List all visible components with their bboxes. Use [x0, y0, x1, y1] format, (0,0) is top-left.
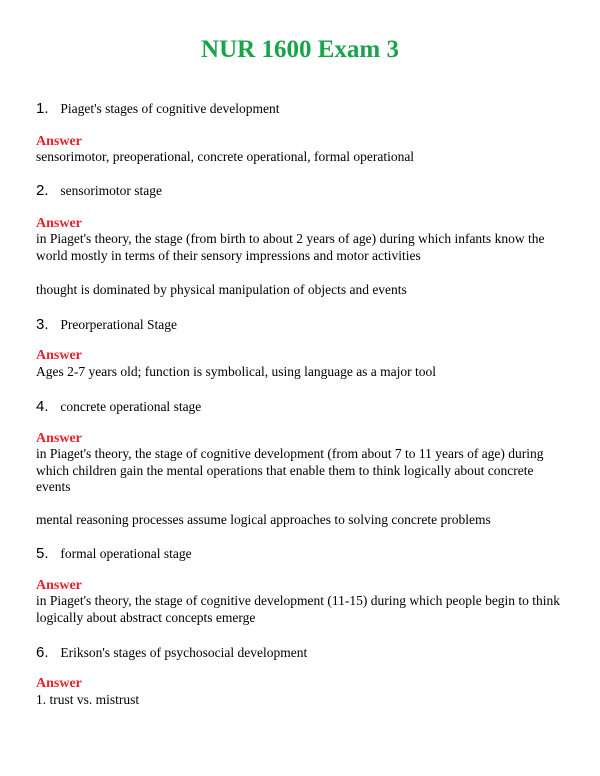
question-number: 2. [36, 182, 49, 199]
answer-label: Answer [36, 431, 82, 446]
answer-text: in Piaget's theory, the stage (from birth to about 2 years of age) during which infants know the world mostly in terms of their sensory impressions and motor activities [36, 231, 545, 263]
answer-label: Answer [36, 676, 82, 691]
question-5 [36, 545, 192, 563]
question-text: Piaget's stages of cognitive development [60, 101, 280, 116]
answer-text: in Piaget's theory, the stage of cognitive development (from about 7 to 11 years of age) during which children gain the mental operations that enable them to think logically about concrete events [36, 446, 544, 494]
answer-label: Answer [36, 216, 82, 231]
answer-label: Answer [36, 578, 82, 593]
answer-label: Answer [36, 134, 82, 149]
question-1 [36, 100, 280, 118]
question-text: sensorimotor stage [60, 183, 162, 198]
answer-text: sensorimotor, preoperational, concrete operational, formal operational [36, 149, 415, 164]
question-text: formal operational stage [60, 546, 192, 561]
question-number: 6. [36, 644, 49, 661]
question-text: Erikson's stages of psychosocial development [60, 645, 308, 660]
answer-text: 1. trust vs. mistrust [36, 692, 140, 707]
question-text: concrete operational stage [60, 399, 202, 414]
question-2 [36, 182, 162, 200]
question-number: 4. [36, 398, 49, 415]
question-number: 5. [36, 545, 49, 562]
question-text: Preorperational Stage [60, 317, 177, 332]
document-title: NUR 1600 Exam 3 [201, 36, 399, 63]
question-number: 1. [36, 100, 49, 117]
answer-label: Answer [36, 348, 82, 363]
question-4 [36, 398, 201, 416]
answer-note: thought is dominated by physical manipulation of objects and events [36, 282, 407, 297]
question-3 [36, 316, 177, 334]
question-number: 3. [36, 316, 49, 333]
answer-note: mental reasoning processes assume logical approaches to solving concrete problems [36, 512, 491, 527]
answer-text: in Piaget's theory, the stage of cognitive development (11-15) during which people begin to think logically about abstract concepts emerge [36, 593, 561, 625]
question-6 [36, 644, 307, 662]
answer-text: Ages 2-7 years old; function is symbolical, using language as a major tool [36, 364, 437, 379]
